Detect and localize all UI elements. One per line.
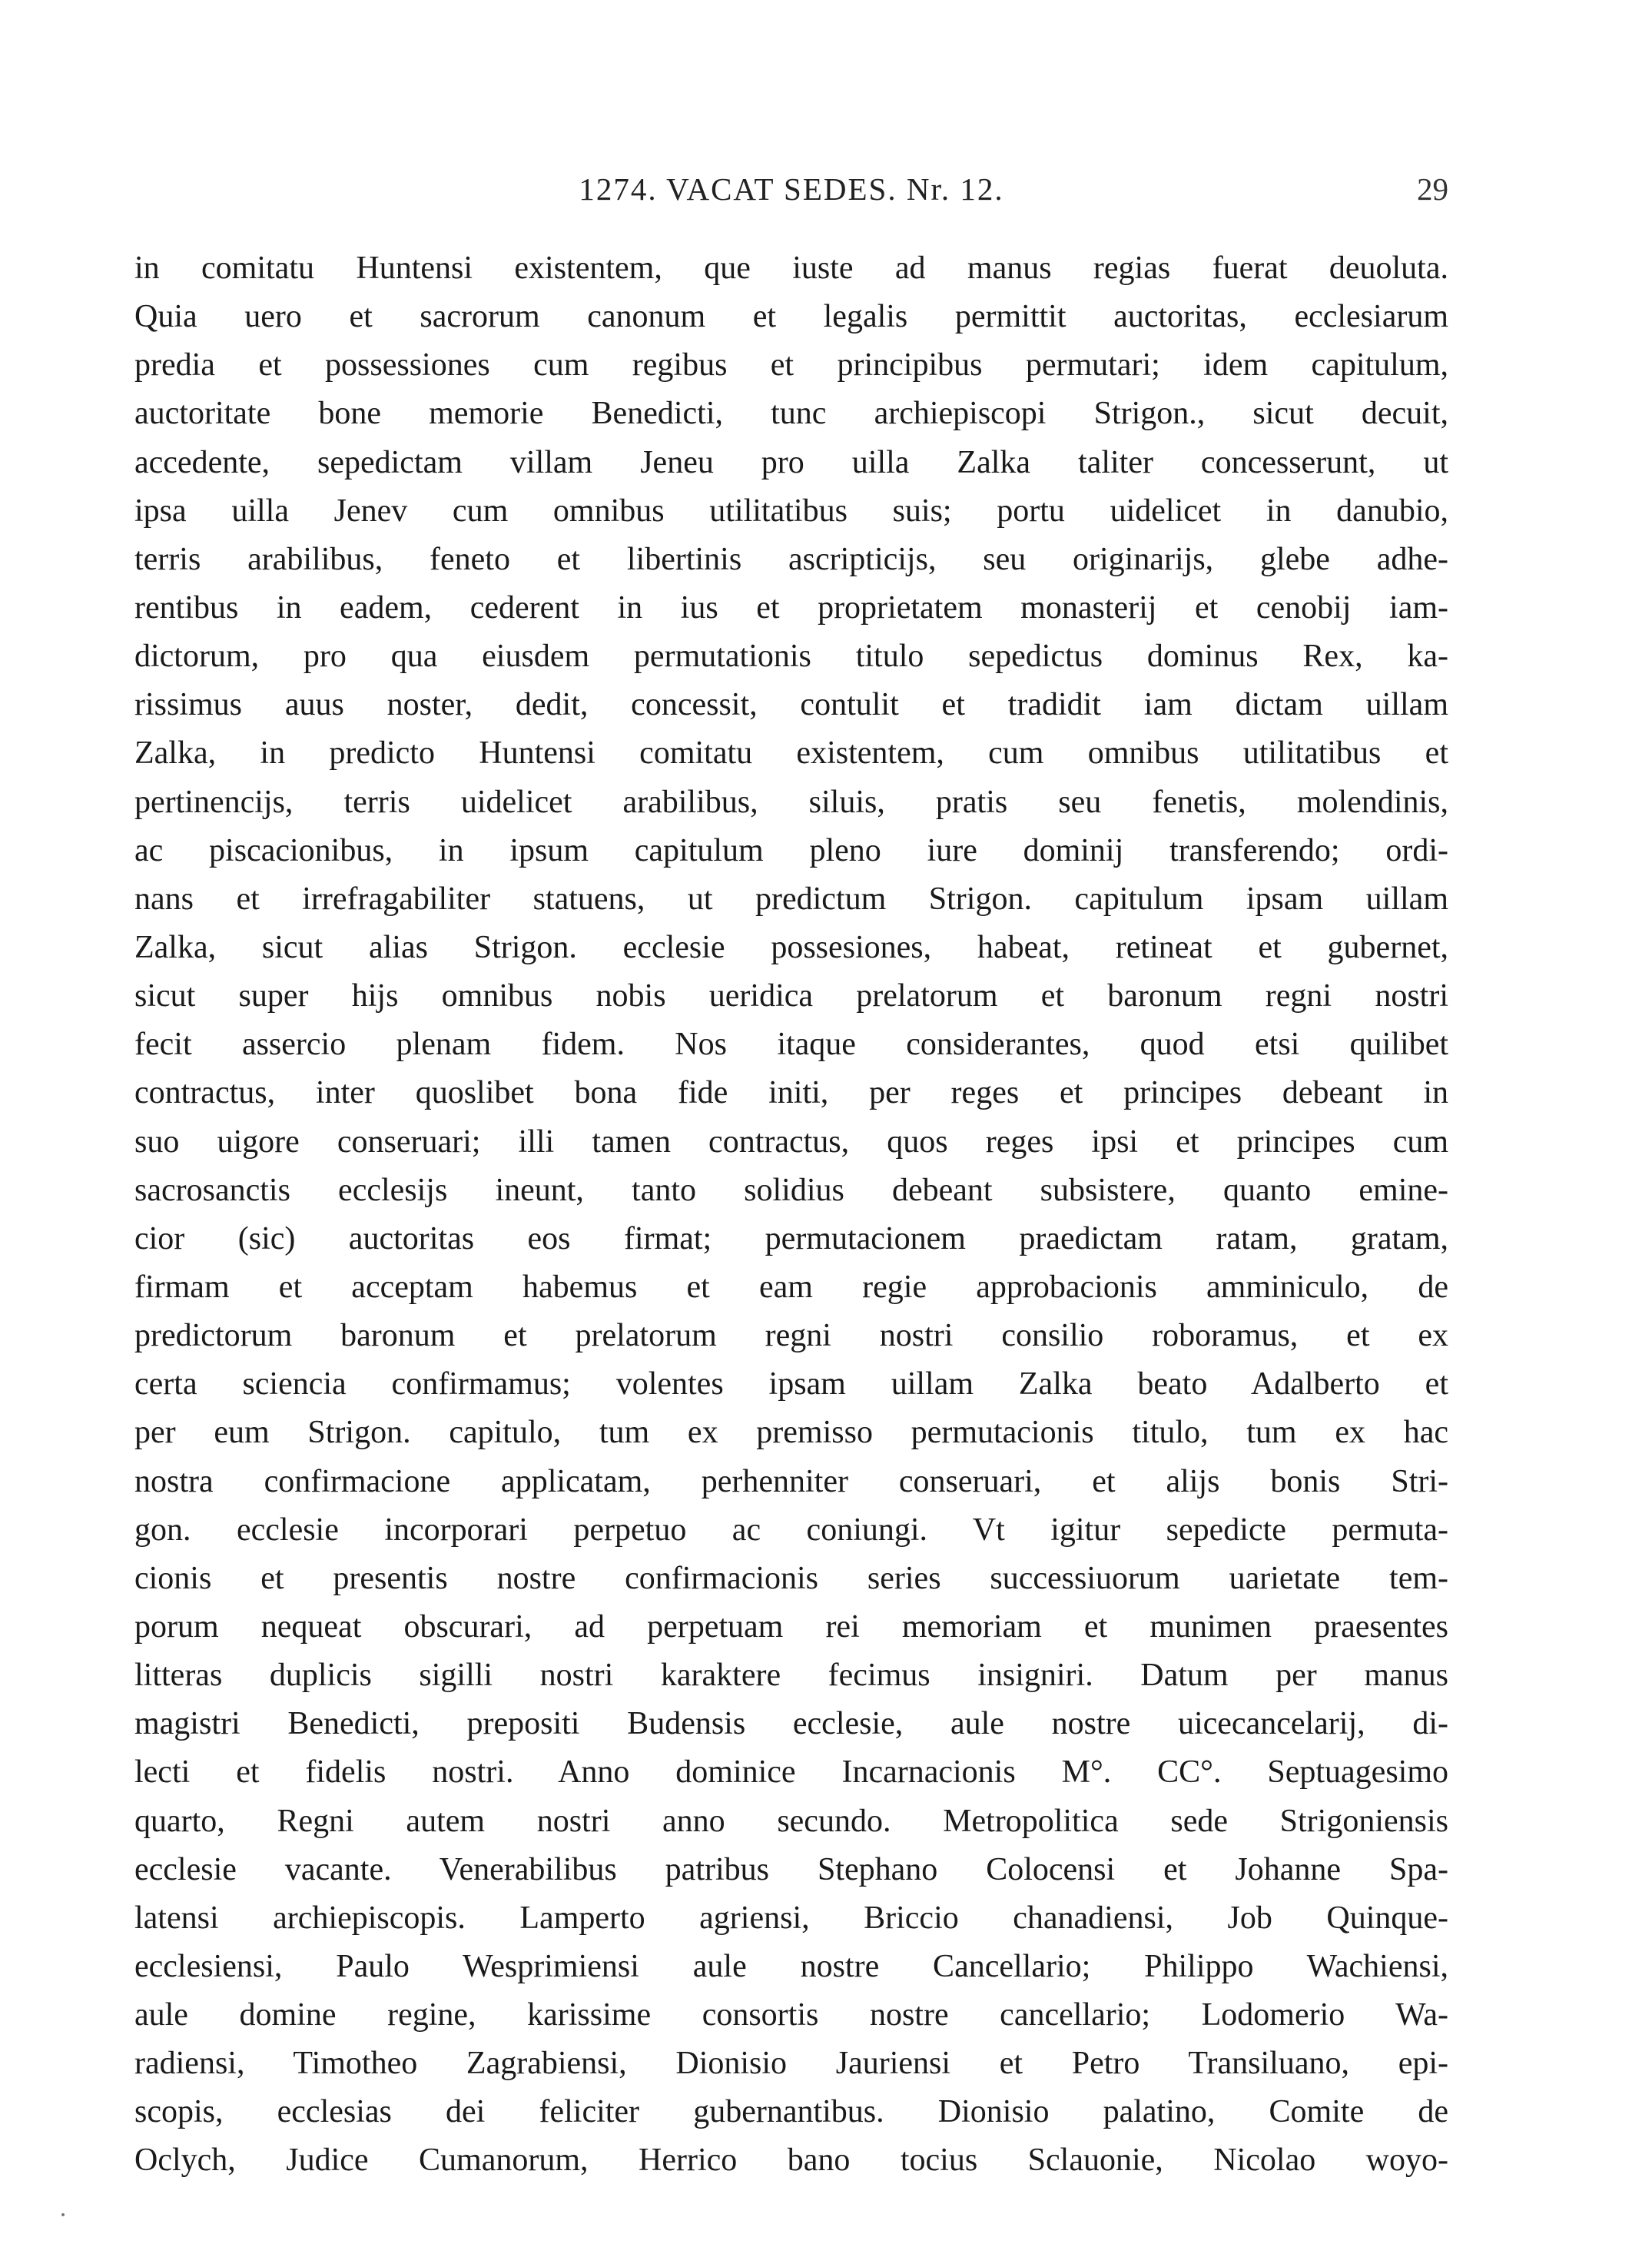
text-line: radiensi, Timotheo Zagrabiensi, Dionisio Jauriensi et Petro Transiluano, epi- — [134, 2046, 1448, 2082]
text-line: magistri Benedicti, prepositi Budensis ecclesie, aule nostre uicecancelarij, di- — [134, 1706, 1448, 1742]
text-line: auctoritate bone memorie Benedicti, tunc archiepiscopi Strigon., sicut decuit, — [134, 396, 1448, 432]
text-line: in comitatu Huntensi existentem, que iuste ad manus regias fuerat deuoluta. — [134, 251, 1448, 286]
text-line: fecit assercio plenam fidem. Nos itaque considerantes, quod etsi quilibet — [134, 1027, 1448, 1063]
text-line: suo uigore conseruari; illi tamen contractus, quos reges ipsi et principes cum — [134, 1124, 1448, 1160]
page-number: 29 — [1417, 171, 1448, 207]
text-line: porum nequeat obscurari, ad perpetuam rei memoriam et munimen praesentes — [134, 1608, 1448, 1645]
text-line: litteras duplicis sigilli nostri karaktere fecimus insigniri. Datum per manus — [134, 1658, 1448, 1694]
text-line: sacrosanctis ecclesijs ineunt, tanto solidius debeant subsistere, quanto emine- — [134, 1172, 1448, 1208]
text-line: certa sciencia confirmamus; volentes ipsam uillam Zalka beato Adalberto et — [134, 1366, 1448, 1402]
text-line: aule domine regine, karissime consortis nostre cancellario; Lodomerio Wa- — [134, 1997, 1448, 2033]
text-line: cionis et presentis nostre confirmacionis series successiuorum uarietate tem- — [134, 1560, 1448, 1596]
text-line: pertinencijs, terris uidelicet arabilibus, siluis, pratis seu fenetis, molendinis, — [134, 784, 1448, 820]
running-head — [134, 171, 1448, 217]
text-line: sicut super hijs omnibus nobis ueridica prelatorum et baronum regni nostri — [134, 978, 1448, 1014]
text-line: cior (sic) auctoritas eos firmat; permutacionem praedictam ratam, gratam, — [134, 1220, 1448, 1256]
text-line: rentibus in eadem, cederent in ius et proprietatem monasterij et cenobij iam- — [134, 589, 1448, 626]
text-line: latensi archiepiscopis. Lamperto agriensi, Briccio chanadiensi, Job Quinque- — [134, 1900, 1448, 1936]
text-line: ecclesiensi, Paulo Wesprimiensi aule nostre Cancellario; Philippo Wachiensi, — [134, 1948, 1448, 1984]
text-line: nans et irrefragabiliter statuens, ut predictum Strigon. capitulum ipsam uillam — [134, 881, 1448, 917]
text-line: accedente, sepedictam villam Jeneu pro uilla Zalka taliter concesserunt, ut — [134, 444, 1448, 480]
text-line: ipsa uilla Jenev cum omnibus utilitatibus suis; portu uidelicet in danubio, — [134, 493, 1448, 529]
text-line: nostra confirmacione applicatam, perhenniter conseruari, et alijs bonis Stri- — [134, 1463, 1448, 1499]
text-line: rissimus auus noster, dedit, concessit, contulit et tradidit iam dictam uillam — [134, 687, 1448, 723]
text-line: quarto, Regni autem nostri anno secundo. Metropolitica sede Strigoniensis — [134, 1803, 1448, 1839]
text-line — [134, 2186, 1448, 2234]
text-line: predictorum baronum et prelatorum regni nostri consilio roboramus, et ex — [134, 1318, 1448, 1354]
text-line: ac piscacionibus, in ipsum capitulum pleno iure dominij transferendo; ordi- — [134, 832, 1448, 868]
text-line: per eum Strigon. capitulo, tum ex premisso permutacionis titulo, tum ex hac — [134, 1415, 1448, 1451]
text-line: terris arabilibus, feneto et libertinis ascripticijs, seu originarijs, glebe adhe- — [134, 541, 1448, 577]
text-line: scopis, ecclesias dei feliciter gubernantibus. Dionisio palatino, Comite de — [134, 2094, 1448, 2130]
text-line: contractus, inter quoslibet bona fide initi, per reges et principes debeant in — [134, 1075, 1448, 1111]
text-line: predia et possessiones cum regibus et principibus permutari; idem capitulum, — [134, 347, 1448, 383]
text-line: lecti et fidelis nostri. Anno dominice Incarnacionis M°. CC°. Septuagesimo — [134, 1754, 1448, 1791]
text-line: gon. ecclesie incorporari perpetuo ac coniungi. Vt igitur sepedicte permuta- — [134, 1512, 1448, 1548]
body-text — [134, 244, 1448, 2234]
text-line: Zalka, in predicto Huntensi comitatu existentem, cum omnibus utilitatibus et — [134, 735, 1448, 772]
margin-speck — [61, 2213, 65, 2216]
text-line: Oclych, Judice Cumanorum, Herrico bano tocius Sclauonie, Nicolao woyo- — [134, 2143, 1448, 2179]
text-line: Quia uero et sacrorum canonum et legalis permittit auctoritas, ecclesiarum — [134, 299, 1448, 335]
text-line: Zalka, sicut alias Strigon. ecclesie possesiones, habeat, retineat et gubernet, — [134, 929, 1448, 965]
running-head-title: 1274. VACAT SEDES. Nr. 12. — [579, 171, 1004, 207]
text-line: ecclesie vacante. Venerabilibus patribus Stephano Colocensi et Johanne Spa- — [134, 1851, 1448, 1887]
text-line: firmam et acceptam habemus et eam regie approbacionis amminiculo, de — [134, 1269, 1448, 1305]
text-line: dictorum, pro qua eiusdem permutationis titulo sepedictus dominus Rex, ka- — [134, 639, 1448, 675]
